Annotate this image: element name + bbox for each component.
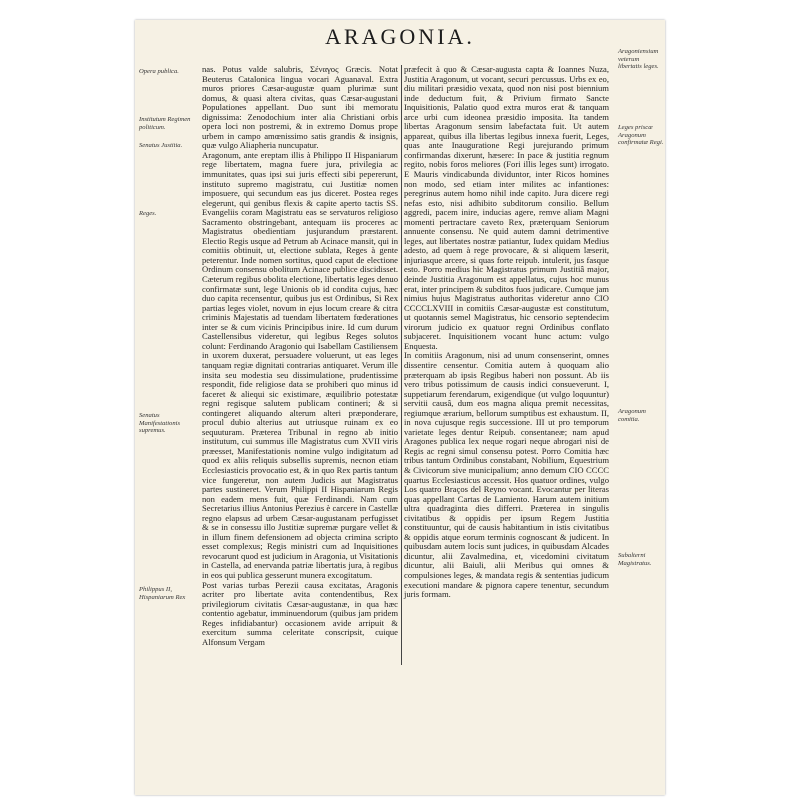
marginal-note: Aragonum comitia. <box>618 408 646 423</box>
paragraph: nas. Potus valde salubris, Σέναγος Græcis. Notat Beuterus Catalonica lingua vocari Aguanaval. Extra muros priores Cæsar-augustæ quam plurimæ sunt domus, & quasi altera civitas, quas Cæsar-augustani Populationes appellant. Duo sunt ibi memoratu dignissima: Zenodochium inter alia Christiani orbis opera loci non postremi, & in extremo Domus prope urbem in campo amœnissimo satis grandis & insignis, quæ vulgo Aliapheria nuncupatur. <box>202 64 398 151</box>
marginal-note: Philippus II, Hispaniarum Rex <box>139 586 186 601</box>
marginal-note: Opera publica. <box>139 68 179 75</box>
page-title: ARAGONIA. <box>325 24 475 49</box>
marginal-note: Senatus Justitia. <box>139 142 183 149</box>
column-divider <box>401 65 402 665</box>
paragraph: In comitiis Aragonum, nisi ad unum consenserint, omnes dissentire censentur. Comitia autem à quoquam alio præterquam ab ipsis Regibus haberi non possunt. Ab iis vero tribus potissimum de causis indici consueverunt. I, suppetiarum ferendarum, exigendique (ut vulgo loquuntur) servitii causâ, dum eos magna aliqua premit necessitas, regiumque ærarium, bellorum sumptibus est exhaustum. II, in nova cujusque regis successione. III ut pro temporum varietate leges dentur Reipub. consentaneæ; nam apud Aragones publica lex neque rogari neque abrogari nisi de Regis ac regni simul consensu potest. Porro Comitia hæc tribus tantum Ordinibus constabant, Nobilium, Equestrium & Civicorum sive municipalium; anno demum CIO CCCC quartus Ecclesiasticus accessit. Hos quatuor ordines, vulgo Los quatro Braços del Reyno vocant. Evocantur per literas quas appellant Cartas de Lamiento. Harum autem initium ultra quadraginta dies differri. Præterea in singulis civitatibus & oppidis per ipsum Regem Justitia constituuntur, qui de causis habitantium in istis civitatibus & oppidis atque eorum terminis cognoscant & judicent. In quibusdam autem locis sunt judices, in quibusdam Alcades dicuntur, alii Zavalmedina, et, vicedomini civitatum dicuntur, alii Baiuli, alii Meribus qui omnes & compulsiones leges, & mandata regis & sententias judicum executioni mandare & pignora capere tenentur, secundum juris formam. <box>404 350 609 600</box>
paragraph: Post varias turbas Perezii causa excitatas, Aragonis acriter pro libertate avita contendentibus, Rex privilegiorum civitatis Cæsar-augustanæ, in qua hæc contentio agebatur, imminuendorum (quibus jam pridem Reges infidiabantur) occasionem avide arripuit & exercitum summa celeritate conscripsit, cuique Alfonsum Vergam <box>202 579 398 647</box>
marginal-note: Leges priscæ Aragonum confirmatæ Regi. <box>618 124 664 147</box>
marginal-note: Senatus Manifestationis supremus. <box>139 412 181 435</box>
marginal-note: Aragoniensium veterum libertatis leges. <box>618 48 659 71</box>
book-page <box>135 20 665 795</box>
paragraph: præfecit à quo & Cæsar-augusta capta & Ioannes Nuza, Justitia Aragonum, ut vocant, securi percussus. Urbs ex eo, diu militari præsidio vexata, quod non nisi post biennium inde deductum fuit, & Privium firmato Sancte Inquisitionis, Palatio quod extra muros erat & tanquam arce urbi cum ideonea præsidio imposita. Ita tandem libertas Aragonum sensim labefactata fuit. Ut autem appareat, quibus illa libertas legibus innexa fuerit, Leges, quas ante Inauguratione Regi jurejurando primum confirmandas dixerunt, hæsere: In pace & justitia regnum regito, nobis foros meliores (Fori illis leges sunt) irrogato. E Mauris vindicabunda dividuntor, inter Ricos homines non modo, sed etiam inter milites ac infantiones: peregrinus autem homo nihil inde capito. Jura dicere regi nefas esto, nisi adhibito subditorum consilio. Bellum aggredi, pacem inire, inducias agere, remve aliam Magni momenti pertractare caveto Rex, præterquam Seniorum annuente consensu. Ne quid autem damni detrimentive leges, aut libertates nostræ patiantur, Iudex quidam Medius adesto, ad quem à rege provocare, & si aliquem læserit, injuriasque arcere, si quas forte reipub. intulerit, jus fasque esto. Porro medius hic Magistratus primum Justitiâ major, deinde Justitia Aragonum est appellatus, cujus hoc munus erat, inter principem & subditos fuos judicare. Cumque jam nimius hujus Magistratus authoritas videretur anno CIO CCCCLXVIII in comitiis Cæsar-augustæ est constitutum, ut quotannis semel Magistratus, hic censorio septendecim virorum judicio ex quatuor regni Ordinibus conflato subjaceret. Inquisitionem vocant hunc actum: vulgo Enquesta. <box>404 64 609 351</box>
paragraph: Aragonum, ante ereptam illis à Philippo II Hispaniarum rege libertatem, magna fuere jura, privilegia ac immunitates, quas ipsi sui juris effecti sibi pepererunt, instituto supremo magistratu, cui Justitiæ nomen imposuere, qui secundum eas jus diceret. Postea reges elegerunt, qui genibus flexis & capite aperto tactis SS. Evangeliis coram Magistratu eas se servaturos religioso Sacramento obstringebant, antequam iis proceres ac Magistratus obedientiam jusjurandum præstarent. Electio Regis usque ad Petrum ab Acinace mansit, qui in comitiis obtinuit, ut, electione sublata, Reges à gente peterentur. Inde nomen sortitus, quod caput de electione Ordinum consensu obolitum Acinace publice discidisset. Cæterum regibus obolita electione, libertatis leges denuo confirmatæ sunt, lege Unionis ob id condita cujus, hæc duo capita recensentur, quibus jus est Ordinibus, Si Rex partias leges violet, novum in ejus locum creare & citra criminis Majestatis ad tuendam libertatem fœderationes inter se & cum vicinis Principibus inire. Id cum durum Castellensibus videretur, qui legibus Reges solutos colunt: Ferdinando Aragonio qui Isabellam Castiliensem in uxorem duxerat, persuadere voluerunt, ut eas leges tanquam regiæ dignitati contrarias antiquaret. Verum ille insita seu modestia seu dissimulatione, prudentissime respondit, fide religiose data se prohiberi quo minus id faceret & aliequi sic existimare, æquilibrio potestatæ regni regisque salutem publicam contineri; & si contingeret aliquando alterum alteri præponderare, procul dubio alterius aut utriusque ruinam ex eo sequuturam. Præterea Tribunal in regno ab initio institutum, cui summus ille Magistratus cum XVII viris præesset, Manifestationis nomine vulgo indigitatum ad quod ex aliis reliquis subsellis supremis, necnon etiam Ecclesiasticis provocatio est, & in quo Rex partis tantum vice fungeretur, non autem Judicis aut Magistratus partes sustineret. Verum Philippi II Hispaniarum Regis non eadem mens fuit, quæ Ferdinandi. Nam cum Secretarius illius Antonius Perezius è carcere in Castellæ regno elapsus ad urbem Cæsar-augustanam perfugisset & se in consessu illo Justitiæ supremæ purgare vellet & in illum finem defensionem ad objecta crimina scripto esset complexus; Regis ministri cum ad Inquisitiones revocarunt quod est judicium in Aragonia, ut Visitationis in Castella, ad enervanda patriæ libertatis jura, à regibus in eos qui publica gesserunt munera excogitatum. <box>202 149 398 580</box>
marginal-note: Institutum Regimen politicum. <box>139 116 191 131</box>
marginal-note: Reges. <box>139 210 157 217</box>
marginal-note: Subalterni Magistratus. <box>618 552 652 567</box>
right-column <box>404 65 609 600</box>
left-column <box>202 65 398 647</box>
